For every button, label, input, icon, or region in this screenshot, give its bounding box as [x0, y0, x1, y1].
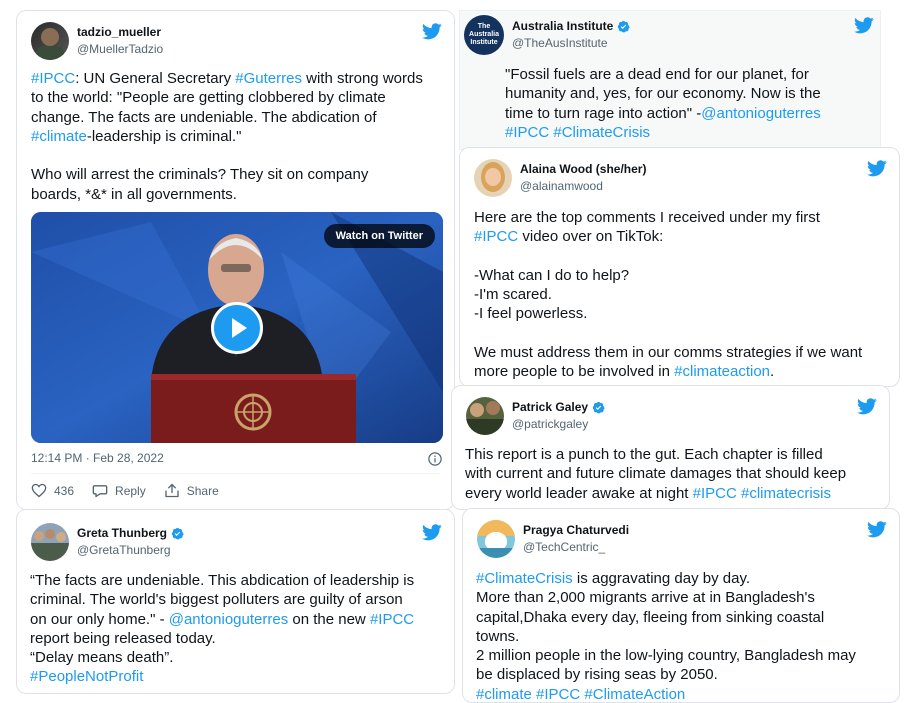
timestamp[interactable]: 12:14 PM · Feb 28, 2022	[31, 451, 164, 465]
hashtag-link[interactable]: #ClimateCrisis	[476, 570, 573, 587]
hashtag-link[interactable]: #climate	[476, 685, 532, 703]
tweet-line	[474, 266, 899, 285]
reply-label: Reply	[115, 483, 146, 498]
tweet-text: -leadership is criminal."	[86, 127, 242, 145]
tweet-body	[476, 569, 899, 703]
tweet-text: .	[770, 363, 775, 381]
display-name[interactable]: Alaina Wood (she/her)	[520, 162, 647, 176]
tweet-text: "Fossil fuels are a dead end for our planet, for	[505, 66, 809, 83]
avatar[interactable]	[477, 520, 515, 558]
hashtag-link[interactable]: #IPCC	[692, 484, 737, 502]
tweet-line	[31, 127, 451, 146]
handle[interactable]: @TechCentric_	[523, 540, 606, 554]
tweet-body	[505, 65, 880, 142]
hashtag-link[interactable]: #IPCC	[505, 123, 550, 141]
hashtag-link[interactable]: #climate	[31, 127, 87, 145]
tweet-text: more people to be involved in	[474, 363, 675, 381]
tweet-line	[474, 362, 899, 381]
tweet-card-theausinstitute[interactable]	[459, 10, 881, 150]
video-player[interactable]	[31, 212, 443, 443]
twitter-bird-icon[interactable]	[867, 160, 887, 177]
mention-link[interactable]: @antonioguterres	[168, 610, 289, 628]
twitter-bird-icon[interactable]	[422, 23, 442, 40]
info-icon[interactable]	[428, 452, 442, 466]
tweet-line	[30, 629, 454, 648]
tweet-line	[474, 247, 899, 266]
tweet-text: with strong words	[301, 70, 423, 87]
tweet-line	[31, 185, 451, 204]
tweet-line	[474, 343, 899, 362]
mention-link[interactable]: @antonioguterres	[701, 104, 821, 122]
tweet-line	[474, 304, 899, 323]
tweet-line	[30, 667, 454, 686]
tweet-text: change. The facts are undeniable. The abdication of	[31, 108, 377, 126]
tweet-line	[31, 146, 451, 165]
tweet-line	[31, 165, 451, 184]
hashtag-link[interactable]: #PeopleNotProfit	[30, 668, 144, 686]
tweet-line	[476, 588, 899, 607]
tweet-body	[31, 69, 451, 204]
twitter-bird-icon[interactable]	[854, 17, 874, 34]
tweet-line	[474, 227, 899, 246]
handle[interactable]: @GretaThunberg	[77, 543, 171, 557]
play-icon	[214, 305, 260, 351]
tweet-text: on our only home." -	[30, 610, 169, 628]
tweet-line	[476, 665, 899, 684]
tweet-line	[505, 123, 880, 142]
hashtag-link[interactable]: #IPCC	[369, 610, 415, 628]
play-button[interactable]	[211, 302, 263, 354]
tweet-text: We must address them in our comms strategies if we want	[474, 344, 863, 362]
hashtag-link[interactable]: #ClimateAction	[584, 685, 686, 703]
tweet-card-muellertadzio[interactable]	[16, 10, 455, 510]
tweet-line	[465, 464, 889, 483]
tweet-text: every world leader awake at night	[465, 484, 693, 502]
tweet-card-techcentric[interactable]	[462, 508, 900, 703]
display-name[interactable]: Greta Thunberg	[77, 526, 168, 540]
handle[interactable]: @alainamwood	[520, 179, 603, 193]
handle[interactable]: @TheAusInstitute	[512, 36, 608, 50]
display-name[interactable]: Patrick Galey	[512, 400, 589, 414]
hashtag-link[interactable]: #climateaction	[674, 363, 771, 381]
tweet-line	[30, 610, 454, 629]
display-name[interactable]: Australia Institute	[512, 19, 614, 33]
hashtag-link[interactable]: #Guterres	[235, 70, 302, 87]
share-button[interactable]	[164, 483, 219, 498]
tweet-text: humanity and, yes, for our economy. Now is the	[505, 85, 821, 103]
tweet-line	[505, 84, 880, 103]
tweet-text: be displaced by rising seas by 2050.	[476, 666, 718, 684]
tweet-line	[31, 69, 451, 88]
reply-icon	[92, 483, 108, 498]
tweet-text: “Delay means death”.	[30, 649, 174, 667]
tweet-line	[31, 108, 451, 127]
tweet-text: towns.	[476, 627, 520, 645]
twitter-bird-icon[interactable]	[857, 398, 877, 415]
tweet-line	[30, 648, 454, 667]
tweet-text: Who will arrest the criminals? They sit on company	[31, 166, 369, 184]
tweet-text: video over on TikTok:	[518, 228, 664, 246]
tweet-body	[474, 208, 899, 382]
display-name[interactable]: tadzio_mueller	[77, 25, 162, 39]
like-button[interactable]	[31, 483, 74, 498]
twitter-bird-icon[interactable]	[867, 521, 887, 538]
hashtag-link[interactable]: #IPCC	[474, 228, 519, 246]
share-icon	[164, 483, 180, 498]
tweet-line	[30, 590, 454, 609]
tweet-line	[476, 569, 899, 588]
tweet-text: More than 2,000 migrants arrive at in Bangladesh's	[476, 589, 815, 607]
handle[interactable]: @MuellerTadzio	[77, 42, 164, 56]
tweet-line	[476, 646, 899, 665]
avatar-logo-text: The Australia Institute	[469, 23, 499, 46]
hashtag-link[interactable]: #climatecrisis	[740, 484, 831, 502]
heart-icon	[31, 483, 47, 498]
tweet-body	[465, 445, 889, 503]
tweet-text: 2 million people in the low-lying country, Bangladesh may	[476, 647, 856, 665]
watch-on-twitter-badge[interactable]: Watch on Twitter	[324, 224, 435, 248]
tweet-text: boards, *&* in all governments.	[31, 185, 237, 203]
like-count: 436	[54, 483, 75, 498]
verified-badge-icon	[171, 527, 184, 540]
tweet-text: -I feel powerless.	[474, 305, 588, 323]
tweet-line	[505, 104, 880, 123]
verified-badge-icon	[617, 20, 630, 33]
tweet-card-patrickgaley[interactable]	[451, 385, 890, 510]
avatar[interactable]	[474, 159, 512, 197]
divider	[31, 473, 440, 474]
share-label: Share	[186, 483, 219, 498]
tweet-text: report being released today.	[30, 629, 216, 647]
tweet-text: to the world: "People are getting clobbered by climate	[31, 89, 386, 107]
tweet-line	[474, 285, 899, 304]
tweet-text: capital,Dhaka every day, fleeing from sinking coastal	[476, 608, 825, 626]
tweet-line	[476, 608, 899, 627]
hashtag-link[interactable]: #ClimateCrisis	[553, 123, 651, 141]
tweet-text: “The facts are undeniable. This abdication of leadership is	[30, 572, 415, 589]
tweet-line	[474, 324, 899, 343]
tweet-card-alainamwood[interactable]	[459, 147, 900, 387]
avatar[interactable]	[466, 397, 504, 435]
twitter-bird-icon[interactable]	[422, 524, 442, 541]
tweet-line	[30, 571, 454, 590]
tweet-text: with current and future climate damages that should keep	[465, 465, 847, 483]
verified-badge-icon	[592, 401, 605, 414]
reply-button[interactable]	[92, 483, 146, 498]
tweet-text: time to turn rage into action" -	[505, 104, 702, 122]
avatar[interactable]	[31, 523, 69, 561]
display-name[interactable]: Pragya Chaturvedi	[523, 523, 630, 537]
tweet-text: This report is a punch to the gut. Each chapter is filled	[465, 446, 823, 463]
tweet-text: : UN General Secretary	[75, 70, 236, 87]
tweet-text: on the new	[288, 610, 370, 628]
hashtag-link[interactable]: #IPCC	[31, 70, 76, 87]
tweet-body	[30, 571, 454, 687]
avatar[interactable]	[464, 15, 504, 55]
tweet-line	[476, 685, 899, 703]
tweet-text: criminal. The world's biggest polluters are guilty of arson	[30, 591, 403, 609]
tweet-text: -I'm scared.	[474, 286, 552, 304]
tweet-line	[505, 65, 880, 84]
hashtag-link[interactable]: #IPCC	[536, 685, 581, 703]
tweet-line	[465, 484, 889, 503]
avatar[interactable]	[31, 22, 69, 60]
tweet-line	[476, 627, 899, 646]
tweet-text: -What can I do to help?	[474, 266, 630, 284]
handle[interactable]: @patrickgaley	[512, 417, 589, 431]
tweet-line	[31, 88, 451, 107]
tweet-text: is aggravating day by day.	[572, 570, 751, 587]
tweet-card-gretathunberg[interactable]	[16, 509, 455, 694]
tweet-line	[474, 208, 899, 227]
tweet-line	[465, 445, 889, 464]
tweet-text: Here are the top comments I received under my first	[474, 209, 820, 226]
